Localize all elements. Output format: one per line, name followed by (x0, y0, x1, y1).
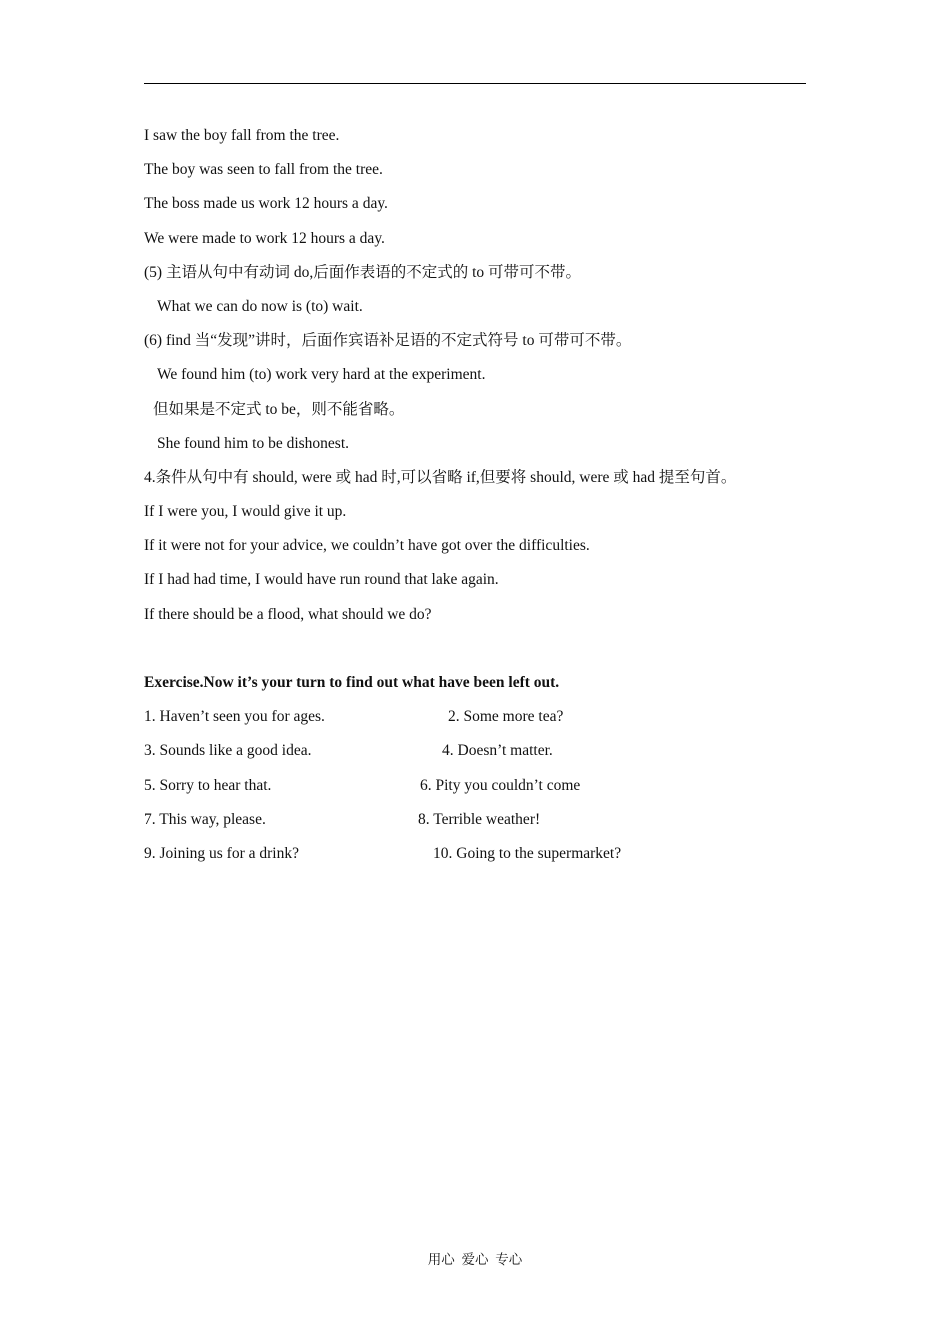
text-line: The boy was seen to fall from the tree. (144, 161, 383, 179)
rule-heading-5: (5) 主语从句中有动词 do,后面作表语的不定式的 to 可带可不带。 (144, 263, 582, 281)
text-line: We were made to work 12 hours a day. (144, 229, 385, 247)
example-line: If it were not for your advice, we couldn’t have got over the difficulties. (144, 537, 590, 555)
example-line: If I were you, I would give it up. (144, 503, 347, 521)
page-footer: 用心 爱心 专心 (427, 1252, 523, 1267)
exercise-row (144, 705, 806, 739)
note-line: 但如果是不定式 to be，则不能省略。 (153, 400, 405, 418)
exercise-row (144, 808, 806, 842)
exercise-item: 9. Joining us for a drink? (144, 844, 299, 862)
example-line: If I had had time, I would have run round that lake again. (144, 571, 499, 589)
spacer (144, 637, 806, 671)
header-rule (144, 83, 806, 84)
example-line: We found him (to) work very hard at the experiment. (157, 366, 486, 384)
example-line: What we can do now is (to) wait. (157, 297, 363, 315)
document-body (144, 124, 806, 876)
exercise-heading: Exercise.Now it’s your turn to find out what have been left out. (144, 674, 560, 691)
exercise-item: 3. Sounds like a good idea. (144, 742, 312, 760)
rule-heading-6: (6) find 当“发现”讲时，后面作宾语补足语的不定式符号 to 可带可不带。 (144, 332, 632, 350)
exercise-item: 10. Going to the supermarket? (433, 844, 622, 862)
text-line: I saw the boy fall from the tree. (144, 127, 340, 144)
exercise-item: 4. Doesn’t matter. (442, 742, 553, 760)
exercise-item: 8. Terrible weather! (418, 810, 541, 828)
example-line: If there should be a flood, what should we do? (144, 605, 432, 623)
exercise-item: 5. Sorry to hear that. (144, 776, 272, 794)
exercise-item: 7. This way, please. (144, 810, 266, 828)
text-line: The boss made us work 12 hours a day. (144, 195, 388, 213)
exercise-item: 6. Pity you couldn’t come (420, 776, 581, 794)
exercise-row (144, 842, 806, 876)
example-line: She found him to be dishonest. (157, 434, 350, 452)
exercise-row (144, 774, 806, 808)
exercise-row (144, 739, 806, 773)
exercise-item: 2. Some more tea? (448, 708, 564, 726)
rule-heading-4: 4.条件从句中有 should, were 或 had 时,可以省略 if,但要将 should, were 或 had 提至句首。 (144, 468, 737, 486)
exercise-item: 1. Haven’t seen you for ages. (144, 708, 325, 726)
